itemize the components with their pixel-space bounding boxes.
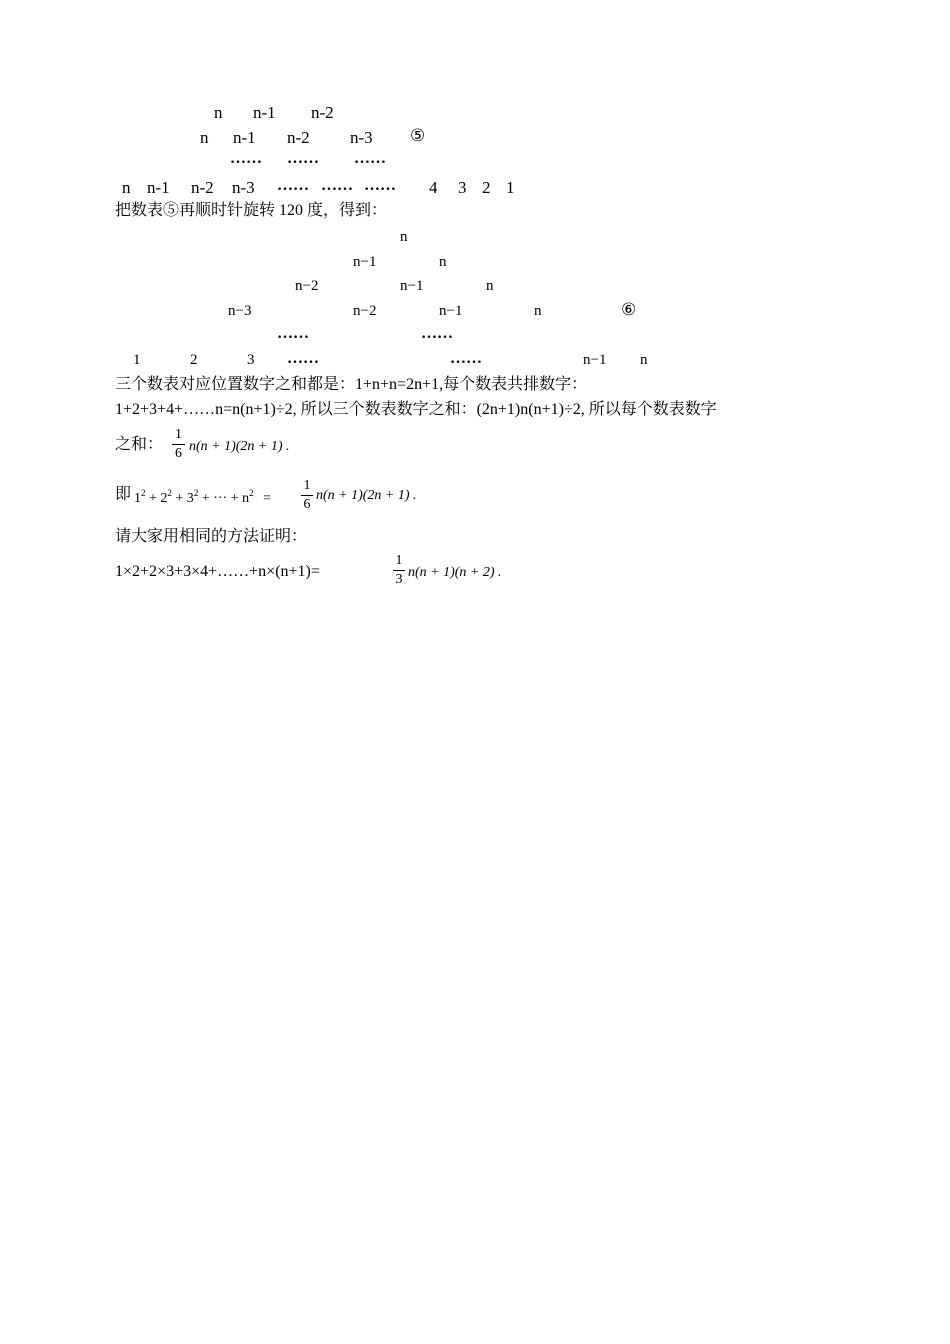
table6-cell: n (640, 352, 648, 368)
table5-ellipsis: …… (277, 177, 309, 194)
table5-cell: n-1 (147, 178, 170, 197)
term-n: + ··· + n (201, 491, 250, 506)
table5-cell: 2 (482, 178, 491, 197)
table6-cell: n−1 (353, 254, 377, 270)
each-sum-expression: n(n + 1)(2n + 1) . (189, 439, 290, 454)
table6-ellipsis: …… (450, 350, 482, 367)
exponent: 2 (249, 488, 254, 498)
table5-cell: n-1 (253, 103, 276, 122)
table6-ellipsis: …… (277, 325, 309, 342)
sum-of-squares (134, 489, 271, 506)
table5-cell: n-1 (233, 128, 256, 147)
rotate-instruction: 把数表⑤再顺时针旋转 120 度，得到： (115, 202, 388, 219)
table5-cell: n-3 (232, 178, 255, 197)
fraction-one-sixth (172, 428, 185, 461)
table5-cell: 3 (458, 178, 467, 197)
table6-cell: n−2 (295, 278, 319, 294)
table5-cell: 4 (429, 178, 438, 197)
table6-cell: n−1 (439, 303, 463, 319)
numerator: 1 (175, 427, 182, 442)
squares-rhs: n(n + 1)(2n + 1) . (316, 488, 417, 503)
table6-cell: n−1 (583, 352, 607, 368)
term-2: + 2 (149, 491, 168, 506)
sum-each-position: 三个数表对应位置数字之和都是：1+n+n=2n+1,每个数表共排数字： (115, 376, 588, 393)
table6-cell: 3 (247, 352, 255, 368)
table6-cell: n−2 (353, 303, 377, 319)
table5-ellipsis: …… (230, 150, 262, 167)
numerator: 1 (395, 553, 403, 568)
term-1: 1 (134, 491, 141, 506)
denominator: 6 (303, 497, 311, 512)
table6-cell: n (486, 278, 494, 294)
table5-cell: n-2 (287, 128, 310, 147)
table5-ellipsis: …… (321, 177, 353, 194)
prove-instruction: 请大家用相同的方法证明： (115, 528, 308, 545)
each-sum-prefix: 之和： (115, 436, 164, 453)
table6-cell: n (439, 254, 447, 270)
table5-cell: n (200, 128, 209, 147)
table5-ellipsis: …… (364, 177, 396, 194)
table5-cell: n (122, 178, 131, 197)
table6-cell: 2 (190, 352, 198, 368)
table6-cell: n−3 (228, 303, 252, 319)
exponent: 2 (193, 488, 199, 498)
table6-cell: 1 (133, 352, 141, 368)
table5-cell: 1 (506, 178, 515, 197)
table5-cell: n-2 (311, 103, 334, 122)
equals-sign: = (263, 491, 271, 506)
table5-label: ⑤ (410, 126, 426, 145)
table5-cell: n (214, 103, 223, 122)
table5-cell: n-3 (350, 128, 373, 147)
table6-cell: n (534, 303, 542, 319)
denominator: 3 (395, 572, 403, 587)
fraction-one-third (393, 554, 405, 587)
table6-ellipsis: …… (287, 350, 319, 367)
formula-lhs: 1×2+2×3+3×4+……+n×(n+1)= (115, 563, 320, 580)
formula-rhs: n(n + 1)(n + 2) . (408, 565, 502, 580)
table6-ellipsis: …… (421, 325, 453, 342)
exponent: 2 (167, 488, 172, 498)
term-3: + 3 (175, 491, 194, 506)
table6-cell: n (400, 229, 408, 245)
table5-ellipsis: …… (354, 150, 386, 167)
denominator: 6 (175, 446, 182, 461)
exponent: 2 (141, 488, 146, 498)
table6-cell: n−1 (400, 278, 424, 294)
ji-prefix: 即 (115, 486, 132, 503)
table5-cell: n-2 (191, 178, 214, 197)
numerator: 1 (303, 478, 311, 493)
table6-label: ⑥ (621, 300, 637, 319)
table5-ellipsis: …… (287, 150, 319, 167)
fraction-one-sixth (301, 479, 313, 512)
total-sum-line: 1+2+3+4+……n=n(n+1)÷2, 所以三个数表数字之和：(2n+1)n(n+1)÷2, 所以每个数表数字 (115, 401, 717, 418)
